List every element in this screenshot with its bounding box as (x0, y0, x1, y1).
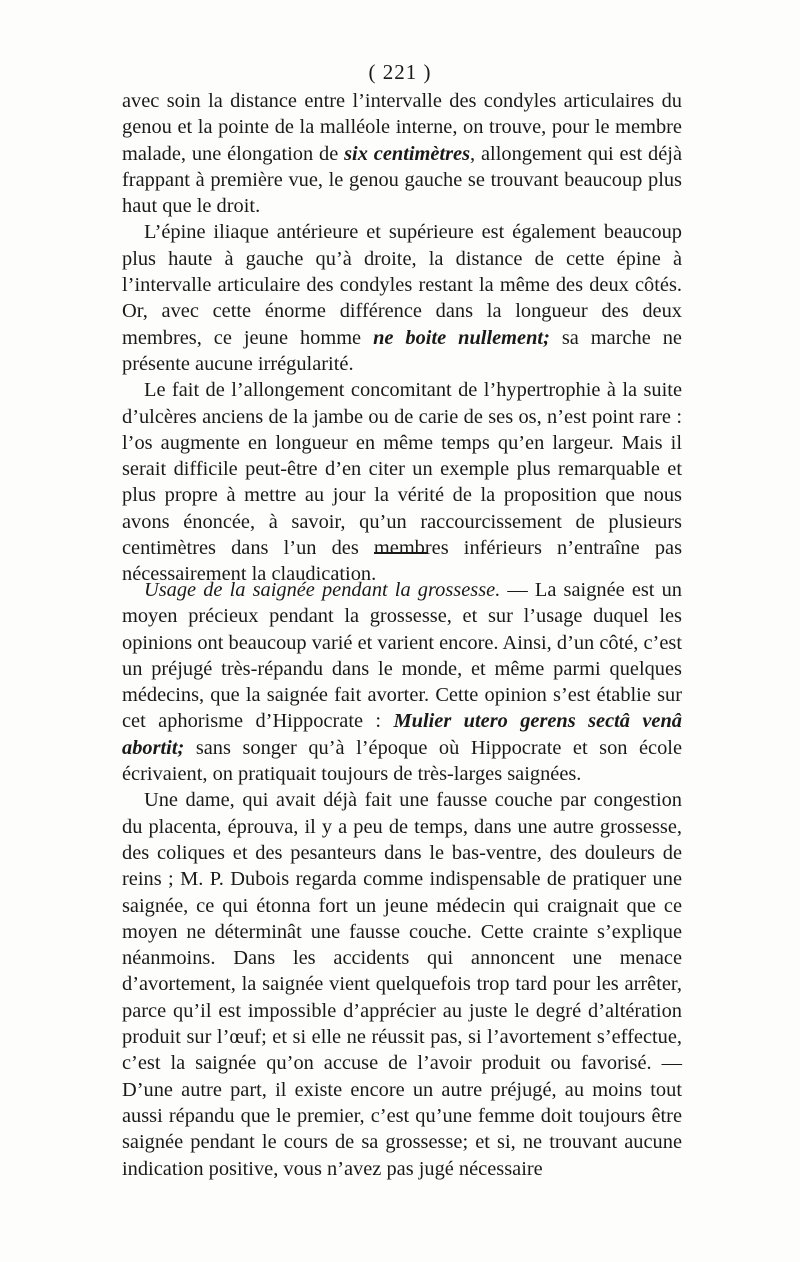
emphasis-text: ne boite nullement; (373, 326, 550, 349)
section-separator (374, 552, 428, 554)
text-section-saignee (122, 577, 682, 1182)
paragraph-text: sa marche ne présente aucune irrégularité. (122, 326, 682, 375)
latin-quote: Mulier utero gerens sectâ venâ abortit; (122, 710, 683, 759)
emphasis-text: six centimètres (344, 142, 471, 165)
paragraph (122, 219, 682, 377)
text-section-claudication (122, 88, 682, 588)
paragraph: Le fait de l’allongement concomitant de l’hypertrophie à la suite d’ulcères anciens de la jambe ou de carie de ses os, n’est point rare : l’os augmente en longueur en même temps qu’en largeur. Mais il serait difficile peut-être d’en citer un exemple plus remarquable et plus propre à mettre au jour la vérité de la proposition que nous avons énoncée, à savoir, qu’un raccourcissement de plusieurs centimètres dans l’un des membres inférieurs n’entraîne pas nécessairement la claudication. (122, 379, 682, 586)
paragraph-continuation (122, 88, 682, 219)
paragraph-text: L’épine iliaque antérieure et supérieure est également beaucoup plus haute à gauche qu’à droite, la distance de cette épine à l’intervalle articulaire des condyles restant la même des deux côtés. Or, avec cette énorme différence dans la longueur des deux membres, ce jeune homme (122, 221, 682, 349)
paragraph-text: , allongement qui est déjà frappant à première vue, le genou gauche se trouvant beaucoup plus haut que le droit. (122, 142, 682, 218)
paragraph: Une dame, qui avait déjà fait une fausse couche par congestion du placenta, éprouva, il y a peu de temps, dans une autre grossesse, des coliques et des pesanteurs dans le bas-ventre, des douleurs de reins ; M. P. Dubois regarda comme indispensable de pratiquer une saignée, ce qui étonna fort un jeune médecin qui craignait que ce moyen ne déterminât une fausse couche. Cette crainte s’explique néanmoins. Dans les accidents qui annoncent une menace d’avortement, la saignée vient quelquefois trop tard pour les arrêter, parce qu’il est impossible d’apprécier au juste le degré d’altération produit sur l’œuf; et si elle ne réussit pas, si l’avortement s’effectue, c’est la saignée qu’on accuse de l’avoir produit ou favorisé. — D’une autre part, il existe encore un autre préjugé, au moins tout aussi répandu que le premier, c’est qu’une femme doit toujours être saignée pendant le cours de sa grossesse; et si, ne trouvant aucune indication positive, vous n’avez pas jugé nécessaire (122, 789, 682, 1180)
paragraph-text: sans songer qu’à l’époque où Hippocrate et son école écrivaient, on pratiquait toujours de très-larges saignées. (122, 736, 682, 786)
paragraph-text: avec soin la distance entre l’intervalle des condyles articulaires du genou et la pointe de la malléole interne, on trouve, pour le membre malade, une élongation de (122, 90, 682, 165)
paragraph-with-heading (122, 577, 682, 787)
page-number: ( 221 ) (368, 60, 432, 84)
paragraph-text: — La saignée est un moyen précieux pendant la grossesse, et sur l’usage duquel les opinions ont beaucoup varié et varient encore. Ainsi, d’un côté, c’est un préjugé très-répandu dans le monde, et même parmi quelques médecins, que la saignée fait avorter. Cette opinion s’est établie sur cet aphorisme d’Hippocrate : (122, 579, 682, 733)
section-heading: Usage de la saignée pendant la grossesse. (144, 579, 501, 601)
